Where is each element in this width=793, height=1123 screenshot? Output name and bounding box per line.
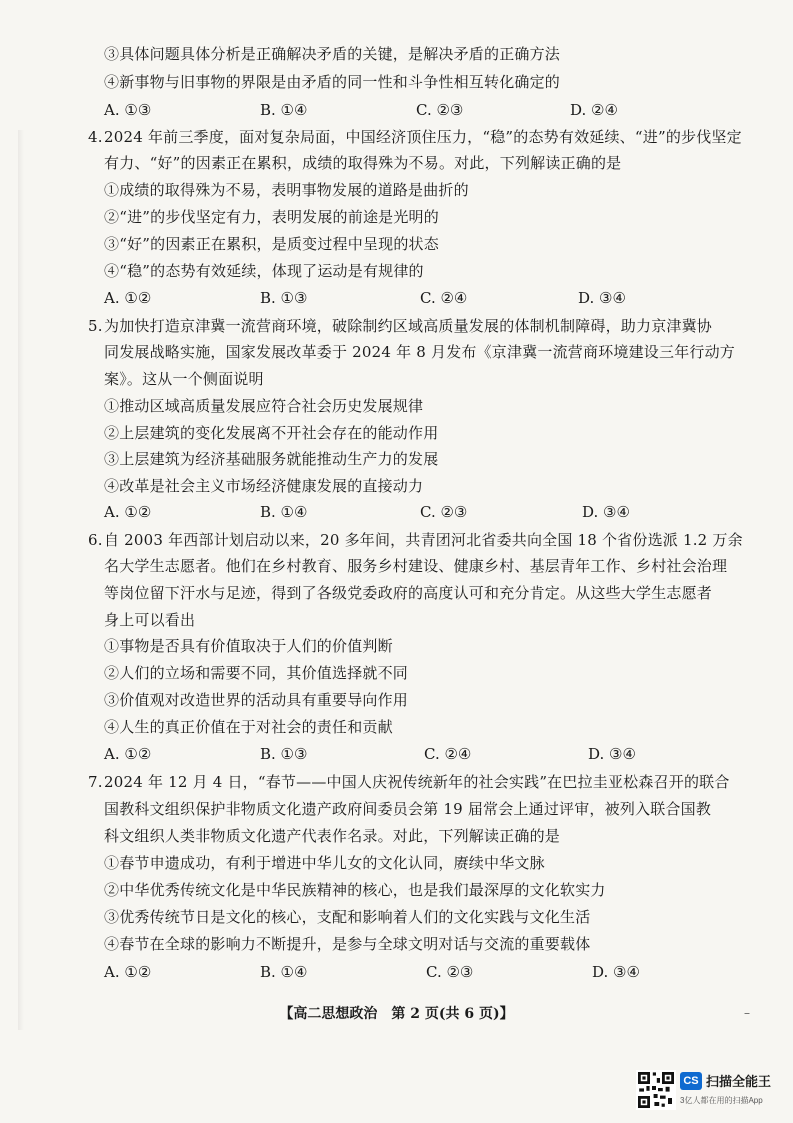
q4-statement-2: ②“进”的步伐坚定有力，表明发展的前途是光明的 (104, 208, 439, 226)
scan-gutter-shadow (18, 130, 24, 1030)
q5-stem-line-2: 同发展战略实施，国家发展改革委于 2024 年 8 月发布《京津冀一流营商环境建设三年行动方 (104, 343, 735, 361)
q7-stem-line-3: 科文组织人类非物质文化遗产代表作名录。对此，下列解读正确的是 (104, 827, 561, 845)
q5-statement-2: ②上层建筑的变化发展离不开社会存在的能动作用 (104, 424, 439, 442)
q7-stem-line-1: 7.2024 年 12 月 4 日，“春节——中国人庆祝传统新年的社会实践”在巴拉圭亚松森召开的联合 (88, 773, 730, 791)
q5-option-a: A. ①② (104, 503, 152, 521)
q3-statement-3: ③具体问题具体分析是正确解决矛盾的关键，是解决矛盾的正确方法 (104, 45, 561, 63)
q4-statement-1: ①成绩的取得殊为不易，表明事物发展的道路是曲折的 (104, 181, 469, 199)
q7-option-a: A. ①② (104, 963, 152, 981)
q6-option-c: C. ②④ (424, 745, 472, 763)
q4-option-b: B. ①③ (260, 289, 308, 307)
q5-option-b: B. ①④ (260, 503, 308, 521)
q4-stem-line-2: 有力、“好”的因素正在累积，成绩的取得殊为不易。对此，下列解读正确的是 (104, 154, 622, 172)
q4-option-c: C. ②④ (420, 289, 468, 307)
q5-number: 5. (88, 317, 103, 335)
q6-stem-line-2: 名大学生志愿者。他们在乡村教育、服务乡村建设、健康乡村、基层青年工作、乡村社会治理 (104, 557, 728, 575)
q5-statement-3: ③上层建筑为经济基础服务就能推动生产力的发展 (104, 450, 439, 468)
q5-statement-4: ④改革是社会主义市场经济健康发展的直接动力 (104, 477, 424, 495)
q7-option-d: D. ③④ (592, 963, 640, 981)
q5-option-c: C. ②③ (420, 503, 468, 521)
q7-options (104, 962, 664, 982)
q7-stem-line-2: 国教科文组织保护非物质文化遗产政府间委员会第 19 届常会上通过评审，被列入联合国教 (104, 800, 712, 818)
q6-option-d: D. ③④ (588, 745, 636, 763)
page-footer: 【高二思想政治 第 2 页(共 6 页)】 (279, 1006, 514, 1022)
q3-option-c: C. ②③ (416, 101, 464, 119)
q4-statement-4: ④“稳”的态势有效延续，体现了运动是有规律的 (104, 262, 424, 280)
scanner-app-name: 扫描全能王 (706, 1074, 772, 1089)
q6-statement-1: ①事物是否具有价值取决于人们的价值判断 (104, 637, 393, 655)
q6-option-a: A. ①② (104, 745, 152, 763)
q3-option-a: A. ①③ (104, 101, 152, 119)
q4-number: 4. (88, 128, 103, 146)
q4-option-a: A. ①② (104, 289, 152, 307)
q6-options (104, 744, 664, 764)
q5-statement-1: ①推动区域高质量发展应符合社会历史发展规律 (104, 397, 424, 415)
q6-statement-3: ③价值观对改造世界的活动具有重要导向作用 (104, 691, 409, 709)
q5-options (104, 502, 664, 522)
q4-statement-3: ③“好”的因素正在累积，是质变过程中呈现的状态 (104, 235, 439, 253)
q5-stem-line-1: 5.为加快打造京津冀一流营商环境，破除制约区域高质量发展的体制机制障碍，助力京津冀协 (88, 317, 713, 335)
q7-option-c: C. ②③ (426, 963, 474, 981)
q6-stem-line-4: 身上可以看出 (104, 611, 196, 629)
scanner-app-tagline: 3亿人都在用的扫描App (680, 1096, 763, 1105)
q6-statement-4: ④人生的真正价值在于对社会的责任和贡献 (104, 718, 393, 736)
qr-code-icon (636, 1070, 676, 1110)
q6-stem-line-1: 6.自 2003 年西部计划启动以来，20 多年间，共青团河北省委共向全国 18 个省份选派 1.2 万余 (88, 531, 743, 549)
q7-option-b: B. ①④ (260, 963, 308, 981)
q3-options (104, 100, 664, 120)
q6-option-b: B. ①③ (260, 745, 308, 763)
q7-number: 7. (88, 773, 103, 791)
camscanner-logo-icon: CS (680, 1072, 702, 1090)
q7-statement-3: ③优秀传统节日是文化的核心，支配和影响着人们的文化实践与文化生活 (104, 908, 591, 926)
q5-stem-line-3: 案》。这从一个侧面说明 (104, 370, 264, 388)
q3-option-d: D. ②④ (570, 101, 618, 119)
q4-options (104, 288, 664, 308)
q4-option-d: D. ③④ (578, 289, 626, 307)
footer-dash: – (744, 1006, 750, 1020)
q6-number: 6. (88, 531, 103, 549)
q7-statement-2: ②中华优秀传统文化是中华民族精神的核心，也是我们最深厚的文化软实力 (104, 881, 606, 899)
q6-stem-line-3: 等岗位留下汗水与足迹，得到了各级党委政府的高度认可和充分肯定。从这些大学生志愿者 (104, 584, 713, 602)
q5-option-d: D. ③④ (582, 503, 630, 521)
q4-stem-line-1: 4.2024 年前三季度，面对复杂局面，中国经济顶住压力，“稳”的态势有效延续、“进”的步伐坚定 (88, 128, 742, 146)
q7-statement-4: ④春节在全球的影响力不断提升，是参与全球文明对话与交流的重要载体 (104, 935, 591, 953)
q3-statement-4: ④新事物与旧事物的界限是由矛盾的同一性和斗争性相互转化确定的 (104, 73, 561, 91)
q6-statement-2: ②人们的立场和需要不同，其价值选择就不同 (104, 664, 409, 682)
q3-option-b: B. ①④ (260, 101, 308, 119)
q7-statement-1: ①春节申遗成功，有利于增进中华儿女的文化认同，赓续中华文脉 (104, 854, 545, 872)
